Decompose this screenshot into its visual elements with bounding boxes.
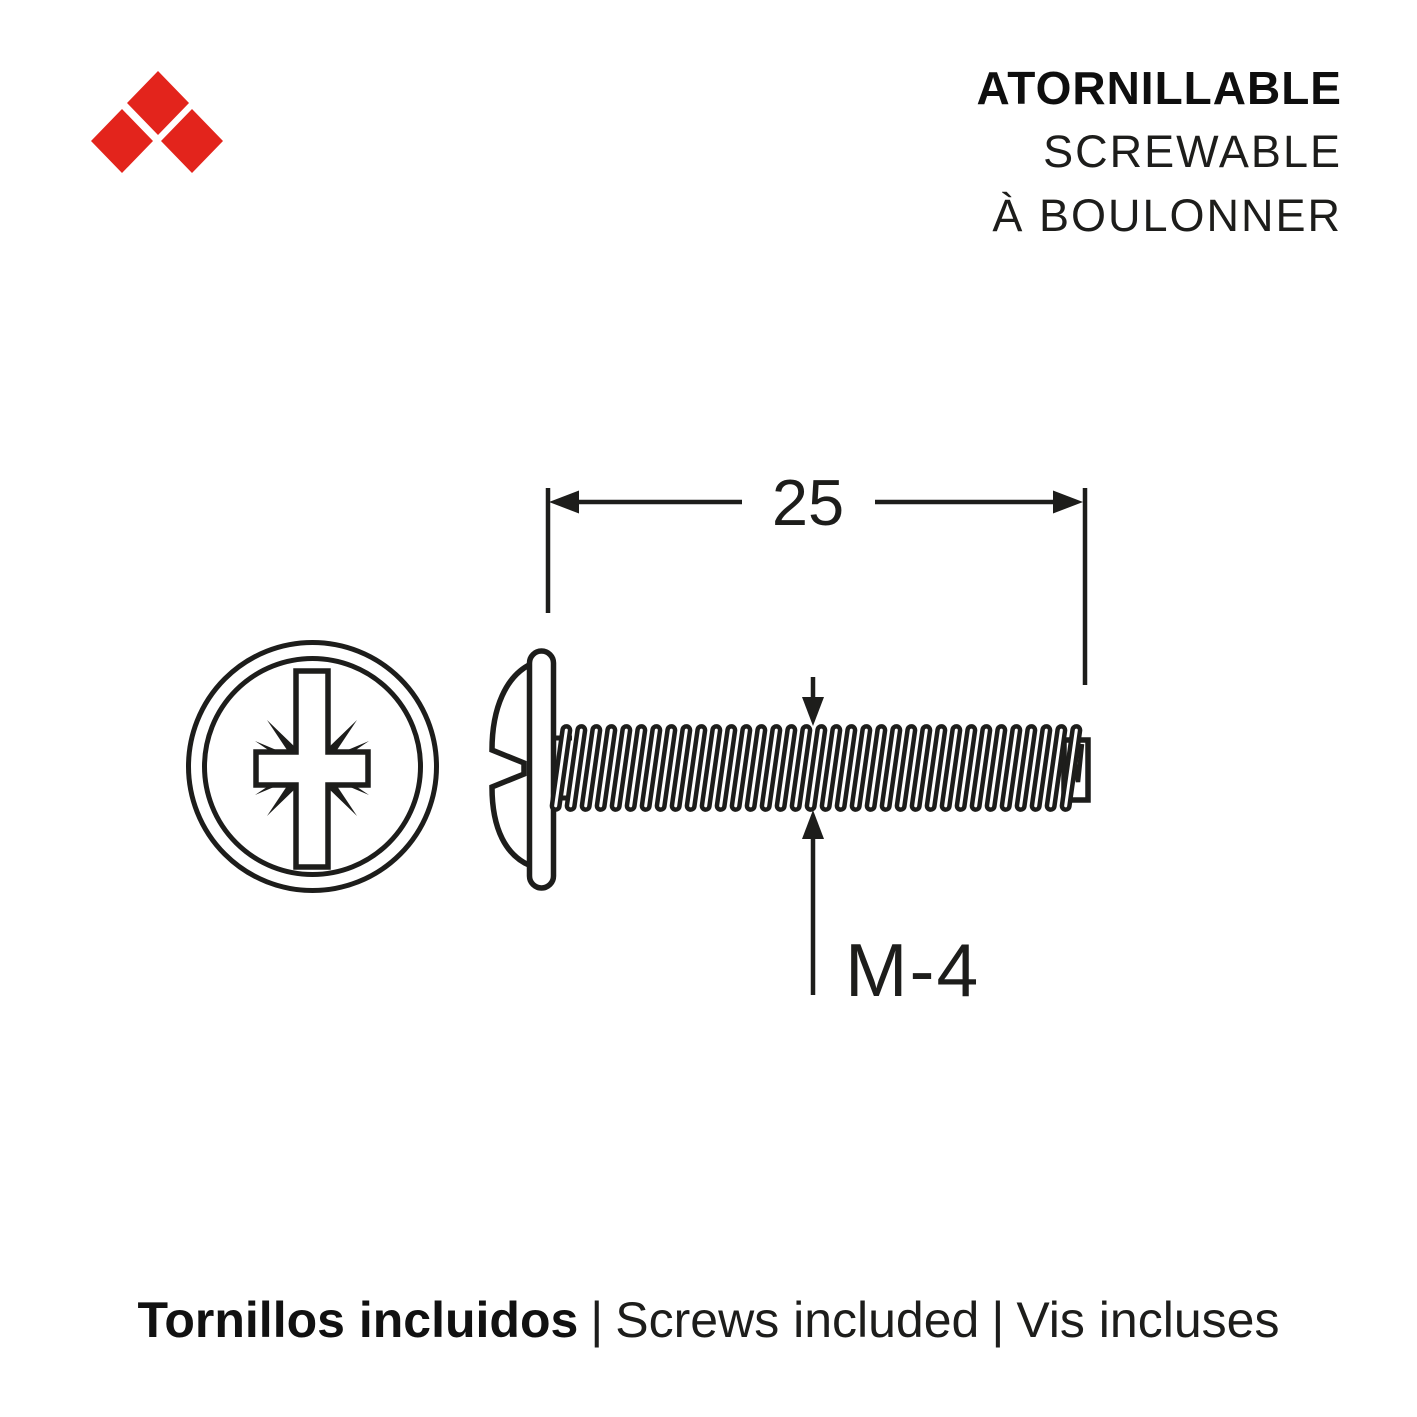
caption-french: Vis incluses — [1016, 1292, 1280, 1348]
arrow-down-icon — [802, 697, 824, 726]
arrow-left-icon — [549, 491, 579, 514]
title-english: SCREWABLE — [1043, 126, 1342, 177]
head-flange — [530, 651, 554, 888]
caption-separator: | — [590, 1292, 604, 1348]
arrow-right-icon — [1053, 491, 1083, 514]
length-dimension — [548, 466, 1085, 685]
arrow-up-icon — [802, 810, 824, 839]
side-view-screw — [492, 651, 1088, 888]
footer-caption — [0, 1291, 1417, 1349]
caption-spanish: Tornillos incluidos — [137, 1292, 579, 1348]
front-view-head — [189, 643, 437, 891]
thread-size-value: M-4 — [845, 928, 981, 1012]
caption-separator: | — [991, 1292, 1005, 1348]
caption-english: Screws included — [615, 1292, 980, 1348]
length-value: 25 — [771, 466, 845, 539]
head-dome — [492, 664, 531, 866]
title-french: À BOULONNER — [992, 190, 1342, 241]
thread-ridges — [551, 726, 1080, 810]
title-spanish: ATORNILLABLE — [976, 62, 1342, 114]
cross-slot — [256, 671, 368, 867]
